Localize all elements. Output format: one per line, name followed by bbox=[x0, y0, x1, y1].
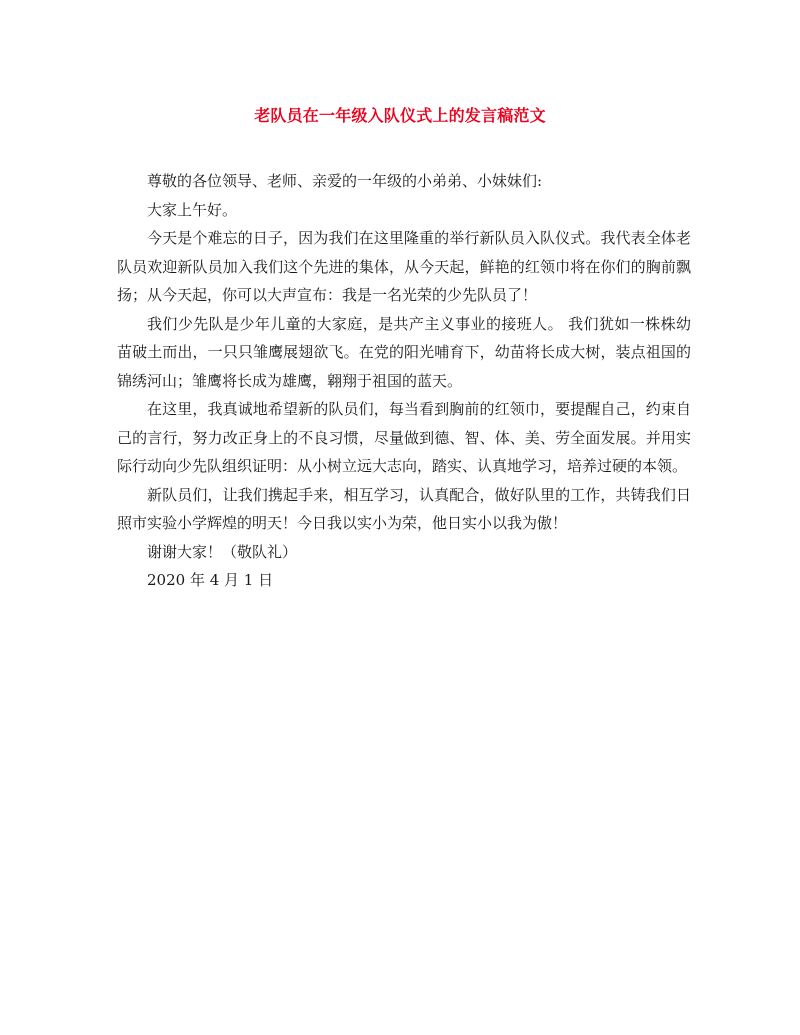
paragraph-hello: 大家上午好。 bbox=[147, 200, 238, 219]
paragraph-greeting: 尊敬的各位领导、老师、亲爱的一年级的小弟弟、小妹妹们: bbox=[147, 172, 543, 190]
paragraph-welcome: 今天是个难忘的日子，因为我们在这里隆重的举行新队员入队仪式。我代表全体老队员欢迎新队员加入我们这个先进的集体，从今天起，鲜艳的红领巾将在你们的胸前飘扬；从今天起，你可以大声宣布：我是一名光荣的少先队员了！ bbox=[117, 229, 691, 304]
paragraph-call: 新队员们，让我们携起手来，相互学习，认真配合，做好队里的工作，共铸我们日照市实验小学辉煌的明天！今日我以实小为荣，他日实小以我为傲！ bbox=[117, 485, 691, 532]
paragraph-thanks: 谢谢大家！（敬队礼） bbox=[147, 542, 298, 561]
document-body bbox=[117, 167, 691, 595]
paragraph-pioneers: 我们少先队是少年儿童的大家庭，是共产主义事业的接班人。 我们犹如一株株幼苗破土而出，一只只雏鹰展翅欲飞。在党的阳光哺育下，幼苗将长成大树，装点祖国的锦绣河山；雏鹰将长成为雄鹰，翱翔于祖国的蓝天。 bbox=[117, 314, 691, 390]
document-title: 老队员在一年级入队仪式上的发言稿范文 bbox=[254, 106, 546, 125]
paragraph-hope: 在这里，我真诚地希望新的队员们，每当看到胸前的红领巾，要提醒自己，约束自己的言行，努力改正身上的不良习惯，尽量做到德、智、体、美、劳全面发展。并用实际行动向少先队组织证明：从小树立远大志向，踏实、认真地学习，培养过硬的本领。 bbox=[117, 400, 691, 475]
document-date: 2020 年 4 月 1 日 bbox=[147, 571, 274, 589]
